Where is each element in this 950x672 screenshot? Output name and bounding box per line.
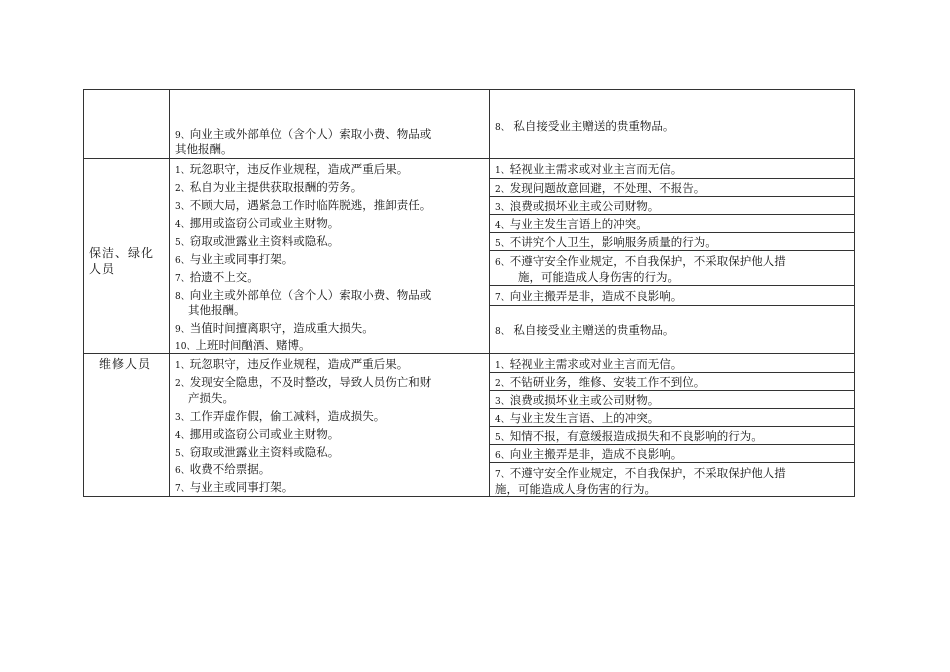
item-text: 向业主或外部单位（含个人）索取小费、物品或 (189, 127, 432, 141)
item-number: 8、 (495, 123, 510, 133)
category-label: 保洁、绿化 (89, 246, 155, 260)
item-text: 不钻研业务，维修、安装工作不到位。 (509, 375, 706, 389)
list-item (495, 199, 659, 215)
item-text-continued: 其他报酬。 (175, 142, 233, 156)
item-number: 2、 (495, 379, 510, 389)
item-number: 4、 (495, 221, 510, 231)
list-item (495, 411, 659, 427)
item-text: 挪用或盗窃公司或业主财物。 (189, 427, 340, 441)
item-text: 上班时间酗酒、赌博。 (195, 338, 311, 352)
list-item (175, 127, 431, 143)
item-number: 6、 (495, 451, 510, 461)
item-text: 与业主发生言语上的冲突。 (509, 217, 648, 231)
list-item (495, 254, 786, 270)
list-item (495, 375, 705, 391)
list-item (495, 357, 682, 373)
item-text: 玩忽职守，违反作业规程，造成严重后果。 (189, 357, 409, 371)
item-text-continued: 施，可能造成人身伤害的行为。 (518, 270, 679, 284)
item-text: 发现问题故意回避，不处理、不报告。 (509, 181, 706, 195)
item-text: 轻视业主需求或对业主言而无信。 (509, 357, 683, 371)
table-border-bottom (83, 496, 855, 497)
item-number: 3、 (175, 413, 190, 423)
list-item (495, 162, 682, 178)
item-text: 向业主搬弄是非，造成不良影响。 (509, 289, 683, 303)
item-text-continued: 其他报酬。 (188, 303, 246, 317)
item-text: 知情不报，有意缓报造成损失和不良影响的行为。 (509, 429, 763, 443)
list-item (175, 252, 293, 268)
list-item (495, 181, 705, 197)
item-number: 3、 (495, 397, 510, 407)
item-number: 8、 (495, 327, 510, 337)
list-item (175, 270, 259, 286)
list-item (175, 288, 431, 304)
list-item (175, 480, 293, 496)
item-number: 2、 (495, 185, 510, 195)
item-text: 不遵守安全作业规定，不自我保护，不采取保护他人措 (509, 254, 786, 268)
item-number: 4、 (495, 415, 510, 425)
item-text: 玩忽职守，违反作业规程，造成严重后果。 (189, 162, 409, 176)
cell-divider (489, 305, 855, 306)
column-divider (169, 89, 170, 497)
list-item (175, 338, 310, 354)
list-item (175, 198, 431, 214)
item-number: 6、 (175, 256, 190, 266)
item-number: 1、 (495, 166, 510, 176)
list-item (495, 393, 659, 409)
list-item (495, 466, 786, 482)
item-number: 5、 (495, 239, 510, 249)
item-number: 7、 (175, 274, 190, 284)
list-item (495, 119, 674, 135)
item-text: 收费不给票据。 (189, 462, 271, 476)
cell-divider (489, 285, 855, 286)
list-item (495, 289, 682, 305)
item-text: 向业主搬弄是非，造成不良影响。 (509, 447, 683, 461)
item-text: 窃取或泄露业主资料或隐私。 (189, 445, 340, 459)
item-number: 7、 (175, 484, 190, 494)
column-divider (489, 89, 490, 497)
item-number: 6、 (495, 258, 510, 268)
list-item (175, 216, 339, 232)
list-item (175, 321, 374, 337)
item-number: 5、 (175, 449, 190, 459)
list-item (175, 234, 339, 250)
list-item (175, 427, 339, 443)
item-text: 浪费或损坏业主或公司财物。 (509, 393, 660, 407)
item-number: 2、 (175, 184, 190, 194)
item-text-continued: 产损失。 (188, 391, 234, 405)
item-number: 9、 (175, 131, 190, 141)
list-item (175, 375, 431, 391)
list-item (495, 447, 682, 463)
list-item (175, 409, 385, 425)
item-number: 2、 (175, 379, 190, 389)
item-number: 10、 (175, 342, 196, 352)
item-number: 5、 (175, 238, 190, 248)
item-number: 3、 (175, 202, 190, 212)
item-text: 不讲究个人卫生，影响服务质量的行为。 (509, 235, 717, 249)
item-text: 拾遗不上交。 (189, 270, 259, 284)
item-text: 私自为业主提供获取报酬的劳务。 (189, 180, 363, 194)
list-item (495, 323, 674, 339)
table-border-left (83, 89, 84, 497)
item-text: 私自接受业主赠送的贵重物品。 (513, 119, 675, 133)
list-item (495, 235, 717, 251)
item-number: 1、 (175, 361, 190, 371)
item-number: 1、 (495, 361, 510, 371)
list-item (175, 445, 339, 461)
item-text: 挪用或盗窃公司或业主财物。 (189, 216, 340, 230)
list-item (175, 357, 408, 373)
item-number: 4、 (175, 220, 190, 230)
table-border-right (854, 89, 855, 497)
list-item (175, 462, 270, 478)
item-number: 5、 (495, 433, 510, 443)
row-divider (83, 158, 855, 159)
discipline-table (83, 89, 855, 497)
list-item (175, 180, 362, 196)
item-number: 7、 (495, 470, 510, 480)
item-text: 私自接受业主赠送的贵重物品。 (513, 323, 675, 337)
item-text: 轻视业主需求或对业主言而无信。 (509, 162, 683, 176)
cell-divider (489, 178, 855, 179)
category-label-continued: 人员 (89, 262, 116, 276)
category-label: 维修人员 (99, 357, 152, 371)
item-text: 窃取或泄露业主资料或隐私。 (189, 234, 340, 248)
item-text: 发现安全隐患，不及时整改，导致人员伤亡和财 (189, 375, 432, 389)
item-number: 9、 (175, 325, 190, 335)
item-text: 浪费或损坏业主或公司财物。 (509, 199, 660, 213)
item-text: 与业主发生言语、上的冲突。 (509, 411, 660, 425)
item-text: 工作弄虚作假，偷工减料，造成损失。 (189, 409, 386, 423)
item-text-continued: 施，可能造成人身伤害的行为。 (495, 482, 656, 496)
item-text: 向业主或外部单位（含个人）索取小费、物品或 (189, 288, 432, 302)
table-border-top (83, 89, 855, 90)
item-text: 当值时间擅离职守，造成重大损失。 (189, 321, 374, 335)
item-number: 1、 (175, 166, 190, 176)
item-text: 与业主或同事打架。 (189, 252, 294, 266)
item-text: 与业主或同事打架。 (189, 480, 294, 494)
item-number: 6、 (175, 466, 190, 476)
item-number: 3、 (495, 203, 510, 213)
list-item (175, 162, 408, 178)
item-number: 8、 (175, 292, 190, 302)
item-text: 不遵守安全作业规定，不自我保护，不采取保护他人措 (509, 466, 786, 480)
item-number: 7、 (495, 293, 510, 303)
item-number: 4、 (175, 431, 190, 441)
list-item (495, 429, 763, 445)
list-item (495, 217, 648, 233)
item-text: 不顾大局，遇紧急工作时临阵脱逃，推卸责任。 (189, 198, 432, 212)
